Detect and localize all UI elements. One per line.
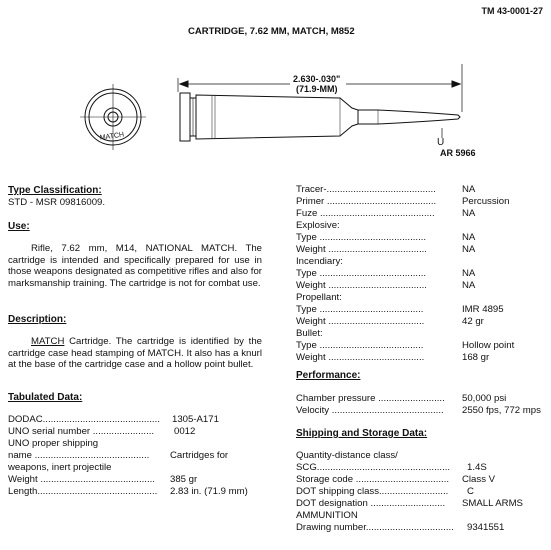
spec-label: Type ....................................... (296, 304, 424, 315)
spec-value: NA (462, 280, 476, 291)
ship-row-dot-designation (296, 498, 523, 510)
dimension-label-mm: (71.9-MM) (296, 84, 338, 94)
ship-label: DOT designation ............................ (296, 498, 446, 509)
tab-label: Weight ........................................... (8, 474, 155, 485)
tab-row-uno-serial (8, 426, 196, 438)
spec-label: Type ........................................ (296, 268, 427, 279)
ship-value: SMALL ARMS (462, 498, 523, 509)
spec-row-incendiary (296, 256, 343, 268)
tab-row-weapons (8, 462, 111, 474)
tab-value: 0012 (174, 426, 196, 437)
spec-value: NA (462, 232, 476, 243)
perf-row-velocity (296, 405, 541, 417)
ship-label: Quantity-distance class/ (296, 450, 398, 461)
perf-label: Velocity .......................................... (296, 405, 444, 416)
spec-label: Weight .................................... (296, 352, 425, 363)
spec-value: Hollow point (462, 340, 515, 351)
spec-label: Fuze ........................................... (296, 208, 435, 219)
performance-heading: Performance: (296, 370, 361, 381)
spec-value: Percussion (462, 196, 510, 207)
ship-label: AMMUNITION (296, 510, 358, 521)
tab-label: DODAC............................................ (8, 414, 160, 425)
spec-label: Incendiary: (296, 256, 343, 267)
ship-row-storage-code (296, 474, 496, 486)
cartridge-diagram (0, 40, 551, 200)
spec-label: Weight ..................................... (296, 280, 427, 291)
tab-row-weight (8, 474, 198, 486)
spec-value: NA (462, 184, 476, 195)
description-lead: MATCH (31, 336, 65, 347)
spec-label: Primer ......................................... (296, 196, 437, 207)
spec-row-explosive (296, 220, 340, 232)
perf-row-pressure (296, 393, 507, 405)
spec-row-incendiary-type (296, 268, 476, 280)
spec-value: NA (462, 208, 476, 219)
spec-row-bullet-type (296, 340, 515, 352)
spec-label: Weight ..................................... (296, 244, 427, 255)
description-heading: Description: (8, 314, 67, 325)
spec-value: IMR 4895 (462, 304, 504, 315)
spec-label: Type ....................................... (296, 340, 424, 351)
tab-row-name (8, 450, 229, 462)
document-number: TM 43-0001-27 (481, 6, 543, 16)
perf-value: 2550 fps, 772 mps (462, 405, 541, 416)
spec-row-explosive-type (296, 232, 476, 244)
ship-row-scg (296, 462, 487, 474)
ship-row-ammunition (296, 510, 358, 522)
ship-row-dot-class (296, 486, 474, 498)
tab-value: 385 gr (170, 474, 198, 485)
tab-label: UNO proper shipping (8, 438, 99, 449)
spec-row-primer (296, 196, 510, 208)
description-body: Cartridge. The cartridge is identified by the cartridge case head stamping of MATCH. It also has a knurl at the base of the cartridge case and a hollow point bullet. (8, 336, 262, 370)
spec-row-incendiary-weight (296, 280, 476, 292)
type-classification-text: STD - MSR 09816009. (8, 197, 106, 208)
description-text (8, 336, 262, 371)
spec-value: NA (462, 244, 476, 255)
tab-label: UNO serial number ....................... (8, 426, 155, 437)
tab-row-length (8, 486, 248, 498)
ship-label: DOT shipping class.......................... (296, 486, 449, 497)
ship-label: Storage code ................................... (296, 474, 450, 485)
ship-value: 9341551 (467, 522, 505, 533)
ship-value: Class V (462, 474, 496, 485)
spec-label: Explosive: (296, 220, 340, 231)
spec-label: Type ........................................ (296, 232, 427, 243)
tab-row-dodac (8, 414, 219, 426)
ship-value: 1.4S (467, 462, 487, 473)
type-classification-heading: Type Classification: (8, 185, 102, 196)
tab-row-uno-shipping (8, 438, 98, 450)
spec-label: Weight .................................... (296, 316, 425, 327)
use-body: Rifle, 7.62 mm, M14, NATIONAL MATCH. The cartridge is intended and specifically prepared for use in those weapons designated as competitive rifles and also for marksmanship training. The cartridge is not for combat use. (8, 243, 262, 289)
tab-label: Length............................................. (8, 486, 158, 497)
ship-label: SCG.................................................. (296, 462, 451, 473)
shipping-heading: Shipping and Storage Data: (296, 428, 428, 439)
spec-row-propellant (296, 292, 342, 304)
dimension-label: 2.630-.030" (293, 74, 341, 84)
tab-value: Cartridges for (170, 450, 229, 461)
spec-label: Tracer-......................................... (296, 184, 436, 195)
figure-u: U (437, 137, 445, 148)
tabulated-heading: Tabulated Data: (8, 392, 83, 403)
tab-value: 2.83 in. (71.9 mm) (170, 486, 248, 497)
figure-code: AR 5966 (440, 148, 476, 158)
tab-label: weapons, inert projectile (8, 462, 112, 473)
spec-row-fuze (296, 208, 476, 220)
tab-label: name ........................................... (8, 450, 150, 461)
ship-row-qd-class (296, 450, 398, 462)
spec-label: Bullet: (296, 328, 323, 339)
spec-row-tracer (296, 184, 476, 196)
page-title: CARTRIDGE, 7.62 MM, MATCH, M852 (188, 26, 355, 37)
use-text (8, 243, 262, 289)
spec-row-bullet-weight (296, 352, 490, 364)
cartridge-head-view (80, 84, 146, 150)
ship-row-drawing-number (296, 522, 505, 534)
spec-row-explosive-weight (296, 244, 476, 256)
perf-label: Chamber pressure ......................... (296, 393, 445, 404)
spec-label: Propellant: (296, 292, 342, 303)
use-heading: Use: (8, 221, 30, 232)
spec-row-bullet (296, 328, 323, 340)
spec-value: NA (462, 268, 476, 279)
spec-row-propellant-type (296, 304, 504, 316)
ship-value: C (467, 486, 474, 497)
spec-value: 168 gr (462, 352, 490, 363)
ship-label: Drawing number................................. (296, 522, 454, 533)
headstamp-text: MATCH (99, 131, 125, 142)
perf-value: 50,000 psi (462, 393, 507, 404)
spec-row-propellant-weight (296, 316, 484, 328)
spec-value: 42 gr (462, 316, 484, 327)
tab-value: 1305-A171 (172, 414, 219, 425)
